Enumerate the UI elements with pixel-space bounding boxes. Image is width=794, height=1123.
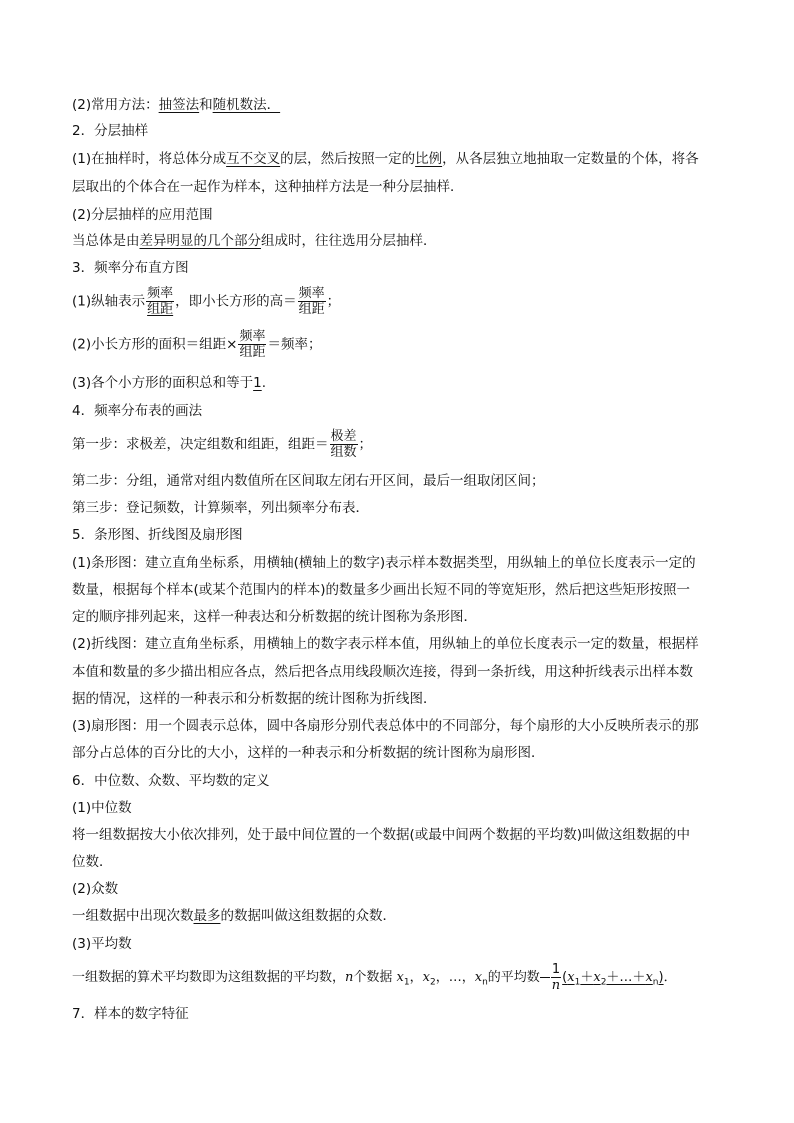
text: 的数据叫做这组数据的众数． <box>220 908 396 924</box>
numerator: 1 <box>551 962 561 977</box>
underlined-term: 最多 <box>193 908 221 924</box>
text: ，…， <box>435 970 475 985</box>
underlined-term: 抽签法 <box>158 97 200 113</box>
text-line <box>72 906 396 926</box>
text: 一组数据中出现次数 <box>72 908 194 924</box>
fraction <box>298 286 326 317</box>
denominator: 组距 <box>239 345 266 360</box>
variable: n <box>345 970 354 985</box>
denominator: n <box>551 978 561 993</box>
formula-line <box>72 329 321 360</box>
subscript: 1 <box>574 977 581 988</box>
fraction <box>551 962 561 993</box>
text: ， <box>409 970 423 985</box>
text-line: 第二步：分组，通常对组内数值所在区间取左闭右开区间，最后一组取闭区间； <box>72 473 545 489</box>
text-line: 数量，根据每个样本(或某个范围内的样本)的数量多少画出长短不同的等宽矩形，然后把这些矩形按照一 <box>72 582 691 598</box>
subscript: n <box>482 977 488 988</box>
section-heading: 5．条形图、折线图及扇形图 <box>72 527 243 543</box>
text: 个数据 <box>353 970 397 985</box>
text-line: 部分占总体的百分比的大小，这样的一种表示和分析数据的统计图称为扇形图． <box>72 745 545 761</box>
text-line <box>72 231 437 251</box>
section-heading: 2．分层抽样 <box>72 123 149 139</box>
variable: x <box>422 970 430 985</box>
text-line: (1)条形图：建立直角坐标系，用横轴(横轴上的数字)表示样本数据类型，用纵轴上的单位长度表示一定的 <box>72 555 696 571</box>
text: 第一步：求极差，决定组数和组距，组距＝ <box>72 436 329 453</box>
sum-expression <box>562 970 664 988</box>
subheading: (2)分层抽样的应用范围 <box>72 207 213 223</box>
text: (2)小长方形的面积＝组距× <box>72 336 238 353</box>
text: 一组数据的算术平均数即为这组数据的平均数， <box>72 970 346 985</box>
denominator: 组距 <box>147 302 174 317</box>
text-line: (2)折线图：建立直角坐标系，用横轴上的数字表示样本值，用纵轴上的单位长度表示一定的数量，根据样 <box>72 636 699 652</box>
text-line <box>72 373 266 393</box>
variable: x <box>593 970 601 985</box>
mean-bar <box>540 977 550 978</box>
text: ＋ <box>580 970 594 985</box>
variable: x <box>396 970 404 985</box>
subheading: (2)众数 <box>72 881 119 897</box>
text: (2)常用方法： <box>72 97 159 113</box>
variable: x <box>567 970 575 985</box>
fraction <box>146 286 174 317</box>
numerator: 极差 <box>330 429 357 444</box>
text: 当总体是由 <box>72 233 140 249</box>
formula-line <box>72 429 372 460</box>
text-line: 据的情况，这样的一种表示和分析数据的统计图称为折线图． <box>72 691 437 707</box>
underlined-term: 1 <box>253 375 262 391</box>
text-line: 本值和数量的多少描出相应各点，然后把各点用线段顺次连接，得到一条折线，用这种折线表示出样本数 <box>72 664 693 680</box>
numerator: 频率 <box>147 286 174 301</box>
text-line: 位数． <box>72 854 113 870</box>
text: 和 <box>199 97 213 113</box>
numerator: 频率 <box>298 286 325 301</box>
subheading: (1)中位数 <box>72 800 132 816</box>
text: ，即小长方形的高＝ <box>175 293 297 310</box>
text: (1)在抽样时，将总体分成 <box>72 151 227 167</box>
fraction <box>238 329 266 360</box>
text-line: 定的顺序排列起来，这样一种表达和分析数据的统计图称为条形图． <box>72 609 477 625</box>
formula-line <box>72 962 677 993</box>
text: (1)纵轴表示 <box>72 293 146 310</box>
text-line: (3)扇形图：用一个圆表示总体，圆中各扇形分别代表总体中的不同部分，每个扇形的大小反映所表示的那 <box>72 718 699 734</box>
text: ，从各层独立地抽取一定数量的个体，将各 <box>442 151 699 167</box>
section-heading: 6．中位数、众数、平均数的定义 <box>72 773 270 789</box>
subscript: n <box>652 977 659 988</box>
text-line: 层取出的个体合在一起作为样本，这种抽样方法是一种分层抽样． <box>72 179 464 195</box>
fraction <box>330 429 358 460</box>
subscript: 1 <box>403 977 410 988</box>
text-line <box>72 95 280 115</box>
text: ＝频率； <box>267 336 322 353</box>
text-line <box>72 149 699 169</box>
formula-line <box>72 286 340 317</box>
text: 的层，然后按照一定的 <box>280 151 416 167</box>
text: 组成时，往往选用分层抽样． <box>261 233 437 249</box>
numerator: 频率 <box>239 329 266 344</box>
denominator: 组数 <box>330 445 357 460</box>
text: ； <box>358 436 373 453</box>
text: . <box>261 375 267 391</box>
subheading: (3)平均数 <box>72 936 132 952</box>
section-heading: 4．频率分布表的画法 <box>72 403 203 419</box>
subscript: 2 <box>600 977 607 988</box>
text-line: 将一组数据按大小依次排列，处于最中间位置的一个数据(或最中间两个数据的平均数)叫做这组数据的中 <box>72 827 691 843</box>
denominator: 组距 <box>298 302 325 317</box>
text: ． <box>663 970 677 985</box>
variable: x <box>645 970 653 985</box>
section-heading: 7．样本的数字特征 <box>72 1006 189 1022</box>
underlined-term: 比例 <box>415 151 443 167</box>
text: (3)各个小方形的面积总和等于 <box>72 375 254 391</box>
underlined-term: 互不交叉 <box>226 151 281 167</box>
text: ＋…＋ <box>606 970 646 985</box>
section-heading: 3．频率分布直方图 <box>72 260 189 276</box>
text-line: 第三步：登记频数，计算频率，列出频率分布表． <box>72 500 369 516</box>
variable: x <box>474 970 483 985</box>
text: ) <box>658 970 664 985</box>
subscript: 2 <box>429 977 436 988</box>
text: 的平均数 <box>487 970 540 985</box>
underlined-term: 差异明显的几个部分 <box>139 233 261 249</box>
underlined-term: 随机数法． <box>212 97 281 113</box>
text: ； <box>326 293 341 310</box>
text: ( <box>562 970 568 985</box>
